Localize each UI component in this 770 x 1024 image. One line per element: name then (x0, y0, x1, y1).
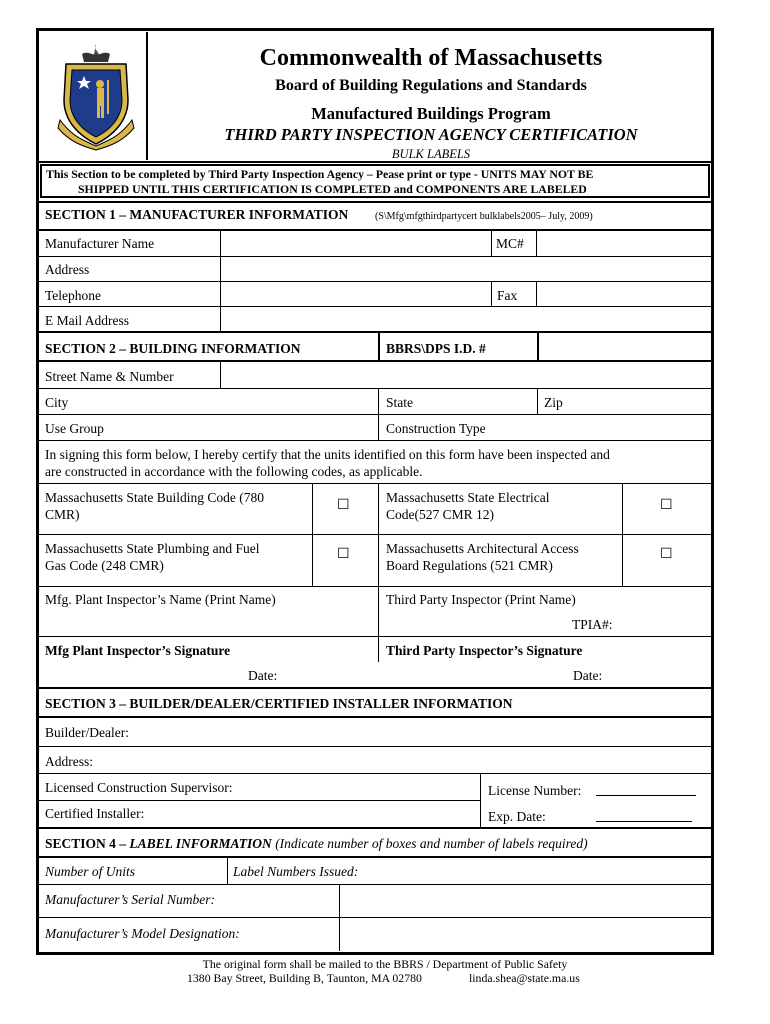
state-label: State (386, 395, 413, 410)
street-field[interactable] (222, 363, 710, 387)
footer-email: linda.shea@state.ma.us (469, 971, 580, 985)
fax-field[interactable] (538, 283, 710, 305)
rule (491, 230, 492, 256)
installer-field[interactable] (160, 802, 476, 824)
units-label: Number of Units (45, 864, 136, 879)
supervisor-label: Licensed Construction Supervisor: (45, 780, 233, 795)
section-2-title: SECTION 2 – BUILDING INFORMATION (45, 341, 301, 356)
section-4-title (45, 835, 588, 852)
rule (378, 332, 380, 360)
section-3-title: SECTION 3 – BUILDER/DEALER/CERTIFIED INSTALLER INFORMATION (45, 696, 513, 711)
mfg-inspector-name-field[interactable] (40, 610, 376, 634)
model-designation-field[interactable] (341, 919, 710, 949)
telephone-field[interactable] (222, 283, 490, 305)
installer-label: Certified Installer: (45, 806, 145, 821)
rule (38, 586, 712, 587)
rule (38, 388, 712, 389)
address-label: Address (45, 262, 90, 277)
builder-address-field[interactable] (110, 748, 710, 772)
rule (38, 884, 712, 885)
units-field[interactable] (150, 858, 225, 882)
certify-text-2: are constructed in accordance with the following codes, as applicable. (45, 464, 423, 479)
use-group-label: Use Group (45, 421, 104, 436)
model-designation-label: Manufacturer’s Model Designation: (45, 926, 240, 941)
program-name: Manufactured Buildings Program (311, 104, 551, 123)
third-party-date-label: Date: (573, 668, 603, 683)
builder-dealer-field[interactable] (150, 718, 710, 744)
rule (622, 484, 623, 586)
rule (220, 361, 221, 388)
mfg-signature-label: Mfg Plant Inspector’s Signature (45, 643, 231, 658)
rule (491, 282, 492, 306)
notice-line-2: SHIPPED UNTIL THIS CERTIFICATION IS COMPLETED and COMPONENTS ARE LABELED (78, 182, 587, 196)
footer-mailing-note: The original form shall be mailed to the BBRS / Department of Public Safety (202, 957, 568, 971)
rule (537, 332, 539, 360)
certify-text-1: In signing this form below, I hereby certify that the units identified on this form have been inspected and (45, 447, 610, 462)
bbrs-id-field[interactable] (540, 334, 710, 358)
tpia-label: TPIA#: (572, 617, 613, 632)
electrical-code-label-1: Massachusetts State Electrical (386, 490, 550, 505)
rule (38, 917, 712, 918)
use-group-field[interactable] (130, 416, 376, 439)
third-party-signature-field[interactable] (380, 660, 565, 684)
label-numbers-field[interactable] (370, 858, 710, 882)
state-field[interactable] (430, 390, 535, 413)
mc-label: MC# (496, 236, 524, 251)
access-code-checkbox[interactable]: ☐ (660, 546, 673, 562)
third-party-signature-label: Third Party Inspector’s Signature (386, 643, 583, 658)
city-label: City (45, 395, 69, 410)
rule (38, 331, 712, 333)
third-party-name-field[interactable] (380, 610, 565, 634)
zip-field[interactable] (576, 390, 710, 413)
supervisor-field[interactable] (262, 776, 477, 798)
rule (38, 746, 712, 747)
rule (227, 857, 228, 884)
section-4-title-italic: LABEL INFORMATION (129, 836, 272, 851)
license-number-label: License Number: (488, 783, 582, 798)
electrical-code-label-2: Code(527 CMR 12) (386, 507, 494, 522)
mfg-inspector-name-label: Mfg. Plant Inspector’s Name (Print Name) (45, 592, 276, 607)
serial-number-field[interactable] (341, 886, 710, 916)
rule (536, 282, 537, 306)
telephone-label: Telephone (45, 288, 102, 303)
address-field[interactable] (222, 257, 710, 281)
rule (38, 360, 712, 362)
rule (38, 281, 712, 282)
page-title: Commonwealth of Massachusetts (259, 45, 603, 71)
plumbing-code-label-2: Gas Code (248 CMR) (45, 558, 164, 573)
building-code-checkbox[interactable]: ☐ (337, 497, 350, 513)
third-party-name-label: Third Party Inspector (Print Name) (386, 592, 576, 607)
exp-date-label: Exp. Date: (488, 809, 546, 824)
rule (38, 414, 712, 415)
rule (38, 306, 712, 307)
street-label: Street Name & Number (45, 369, 174, 384)
massachusetts-seal-icon (52, 40, 140, 152)
city-field[interactable] (100, 390, 376, 413)
section-1-ref: (S\Mfg\mfgthirdpartycert bulklabels2005– July, 2009) (375, 211, 593, 222)
rule (38, 827, 712, 829)
rule (38, 800, 481, 801)
bbrs-id-label: BBRS\DPS I.D. # (386, 341, 486, 356)
label-numbers-label: Label Numbers Issued: (233, 864, 359, 879)
rule (38, 201, 712, 203)
footer-address: 1380 Bay Street, Building B, Taunton, MA 02780 (187, 971, 422, 985)
electrical-code-checkbox[interactable]: ☐ (660, 497, 673, 513)
notice-line-1: This Section to be completed by Third Party Inspection Agency – Pease print or type - UNITS MAY NOT BE (46, 167, 594, 181)
rule (38, 687, 712, 689)
zip-label: Zip (544, 395, 563, 410)
rule (536, 230, 537, 256)
exp-date-field[interactable] (596, 821, 692, 822)
section-1-title: SECTION 1 – MANUFACTURER INFORMATION (45, 207, 349, 222)
manufacturer-name-field[interactable] (222, 231, 490, 255)
email-field[interactable] (222, 308, 710, 330)
mfg-signature-field[interactable] (40, 660, 240, 684)
rule (537, 389, 538, 414)
builder-dealer-label: Builder/Dealer: (45, 725, 129, 740)
section-4-title-prefix: SECTION 4 – (45, 836, 130, 851)
rule (38, 440, 712, 441)
mc-field[interactable] (538, 231, 710, 255)
mfg-date-label: Date: (248, 668, 278, 683)
license-number-field[interactable] (596, 795, 696, 796)
rule (312, 484, 313, 586)
building-code-label-2: CMR) (45, 507, 80, 522)
construction-type-label: Construction Type (386, 421, 486, 436)
rule (38, 534, 712, 535)
fax-label: Fax (497, 288, 518, 303)
email-label: E Mail Address (45, 313, 129, 328)
access-code-label-2: Board Regulations (521 CMR) (386, 558, 553, 573)
construction-type-field[interactable] (510, 416, 710, 439)
access-code-label-1: Massachusetts Architectural Access (386, 541, 579, 556)
board-name: Board of Building Regulations and Standards (275, 77, 587, 94)
plumbing-code-checkbox[interactable]: ☐ (337, 546, 350, 562)
subtitle-bulk-labels: BULK LABELS (391, 147, 471, 161)
manufacturer-name-label: Manufacturer Name (45, 236, 155, 251)
rule (38, 636, 712, 637)
building-code-label-1: Massachusetts State Building Code (780 (45, 490, 264, 505)
header-rule (38, 161, 712, 163)
certification-title: THIRD PARTY INSPECTION AGENCY CERTIFICATION (224, 125, 638, 144)
rule (38, 773, 712, 774)
builder-address-label: Address: (45, 754, 93, 769)
section-4-title-note: (Indicate number of boxes and number of labels required) (275, 836, 588, 851)
rule (38, 483, 712, 484)
serial-number-label: Manufacturer’s Serial Number: (45, 892, 215, 907)
plumbing-code-label-1: Massachusetts State Plumbing and Fuel (45, 541, 260, 556)
